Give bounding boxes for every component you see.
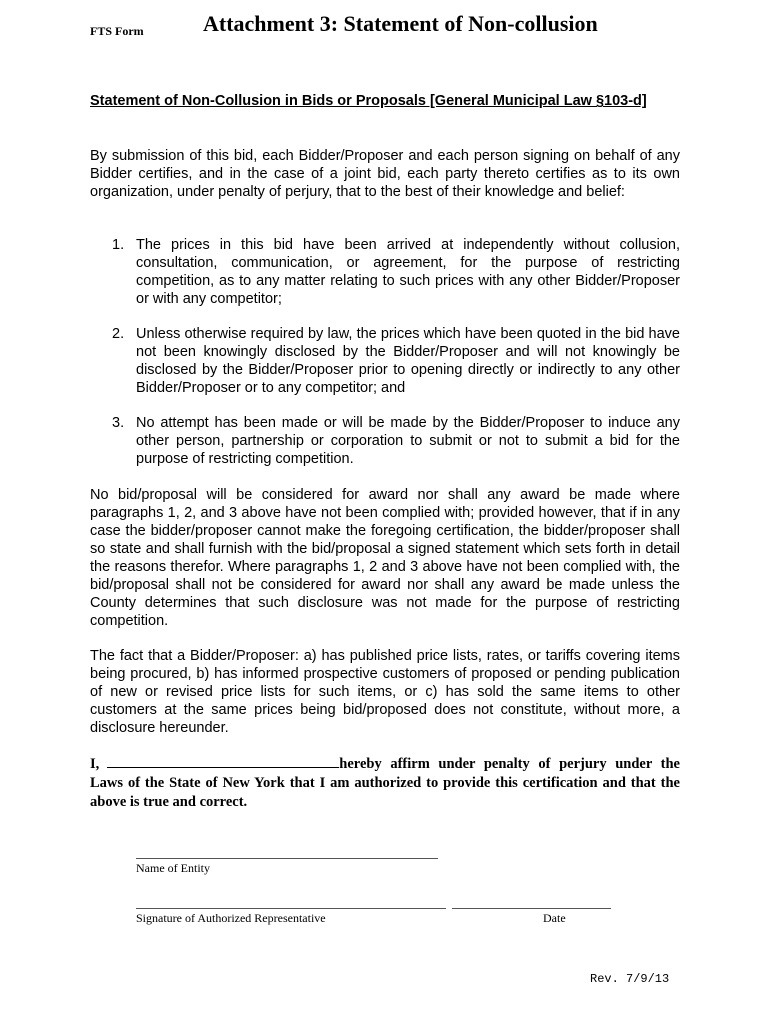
- affiant-name-field[interactable]: [107, 753, 339, 768]
- affirmation-statement: [90, 753, 680, 812]
- revision-label: Rev. 7/9/13: [590, 972, 670, 986]
- list-item: [90, 236, 680, 308]
- list-item-text: Unless otherwise required by law, the prices which have been quoted in the bid have not been knowingly disclosed by the Bidder/Proposer and will not knowingly be disclosed by the Bidder/Proposer prior to opening directly or indirectly to any other Bidder/Proposer or to any competitor; and: [136, 326, 680, 396]
- list-item: [90, 325, 680, 397]
- form-label: FTS Form: [90, 24, 144, 38]
- date-label: Date: [543, 911, 566, 925]
- list-item-number: 1.: [112, 237, 125, 253]
- certification-list: [90, 236, 680, 485]
- affirmation-prefix: I,: [90, 756, 100, 772]
- list-item-text: The prices in this bid have been arrived at independently without collusion, consultation, communication, or agreement, for the purpose of restricting competition, as to any matter relating to such prices with any other Bidder/Proposer or with any competitor;: [136, 237, 680, 307]
- list-item-text: No attempt has been made or will be made by the Bidder/Proposer to induce any other person, partnership or corporation to submit or not to submit a bid for the purpose of restricting competition.: [136, 415, 680, 467]
- date-line[interactable]: [452, 908, 611, 909]
- disclosure-paragraph: The fact that a Bidder/Proposer: a) has published price lists, rates, or tariffs covering items being procured, b) has informed prospective customers of proposed or pending publication of new or revised price lists for such items, or c) has sold the same items to other customers at the same prices being bid/proposed does not constitute, without more, a disclosure hereunder.: [90, 648, 680, 736]
- intro-paragraph: By submission of this bid, each Bidder/Proposer and each person signing on behalf of any Bidder certifies, and in the case of a joint bid, each party thereto certifies as to its own organization, under penalty of perjury, that to the best of their knowledge and belief:: [90, 148, 680, 200]
- signature-line[interactable]: [136, 908, 446, 909]
- entity-name-line[interactable]: [136, 858, 438, 859]
- page-title: Attachment 3: Statement of Non-collusion: [203, 11, 598, 36]
- list-item-number: 2.: [112, 326, 125, 342]
- affirmation-text: hereby affirm under penalty of perjury under the Laws of the State of New York that I am authorized to provide this certification and that the above is true and correct.: [90, 756, 680, 810]
- signature-label: Signature of Authorized Representative: [136, 911, 326, 925]
- entity-name-label: Name of Entity: [136, 861, 210, 875]
- statement-subtitle: Statement of Non-Collusion in Bids or Proposals [General Municipal Law §103-d]: [90, 93, 647, 109]
- award-paragraph: No bid/proposal will be considered for award nor shall any award be made where paragraphs 1, 2, and 3 above have not been complied with; provided however, that if in any case the bidder/proposer cannot make the foregoing certification, the bidder/proposer shall so state and shall furnish with the bid/proposal a signed statement which sets forth in detail the reasons therefor. Where paragraphs 1, 2 and 3 above have not been complied with, the bid/proposal shall not be considered for award nor shall any award be made unless the County determines that such disclosure was not made for the purpose of restricting competition.: [90, 487, 680, 629]
- list-item-number: 3.: [112, 415, 125, 431]
- list-item: [90, 414, 680, 468]
